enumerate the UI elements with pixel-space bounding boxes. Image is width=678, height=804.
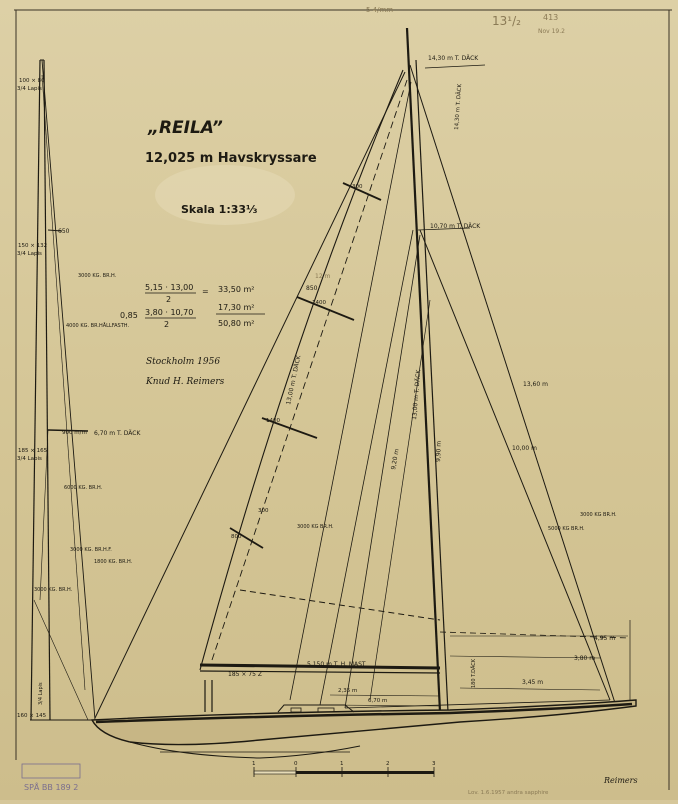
svg-text:0,85: 0,85 bbox=[120, 311, 138, 320]
mast-base-size: 160 × 145 bbox=[17, 713, 47, 719]
note-top-right-3: Nov 19.2 bbox=[538, 28, 565, 35]
svg-text:2: 2 bbox=[164, 320, 170, 329]
archive-stamp-text: SPÅ BB 189 2 bbox=[24, 783, 79, 792]
shroud-2 bbox=[320, 230, 413, 705]
mast-section-profile bbox=[30, 60, 96, 720]
svg-text:17,30 m²: 17,30 m² bbox=[218, 303, 255, 312]
svg-text:5,15 · 13,00: 5,15 · 13,00 bbox=[145, 283, 194, 292]
dim-380: 3,80 m bbox=[574, 655, 596, 662]
spreader2-label: 900 m/m bbox=[62, 430, 87, 436]
mast-mid-size: 185 × 165 bbox=[18, 448, 48, 454]
jib-foot-short: 9,20 m bbox=[390, 448, 401, 471]
svg-text:2: 2 bbox=[166, 295, 172, 304]
drawing-scale: Skala 1:33⅓ bbox=[181, 203, 258, 216]
shroud-1 bbox=[290, 82, 411, 700]
svg-text:1: 1 bbox=[340, 761, 344, 767]
battens bbox=[230, 183, 381, 548]
svg-text:3: 3 bbox=[432, 761, 436, 767]
jib-luff bbox=[420, 230, 610, 700]
title-background-oval bbox=[155, 165, 295, 225]
boom-length: 5,150 m T. H. MAST bbox=[307, 661, 366, 668]
note-bottom-right: Reimers bbox=[604, 776, 638, 785]
mast-top-size: 100 × 80 bbox=[19, 78, 45, 84]
load-4000: 4000 KG. BR.HÅLLFASTH. bbox=[66, 323, 130, 329]
batten-850: 850 bbox=[306, 285, 318, 292]
forestay-height: 14,30 m T. DÄCK bbox=[454, 83, 464, 131]
mast-upper-size: 150 × 132 bbox=[18, 243, 48, 249]
signature-place-date: Stockholm 1956 bbox=[146, 357, 221, 367]
batten-1400-a: 1400 bbox=[312, 300, 326, 306]
boom-size: 185 × 75 Z bbox=[228, 671, 262, 678]
stay-load-1: 3000 KG BR.H. bbox=[580, 512, 617, 518]
hounds-height: 10,70 m T. DÄCK bbox=[430, 223, 481, 230]
note-top-center: 5 4/mm bbox=[366, 6, 394, 14]
pencil-mark: 12 m bbox=[315, 273, 331, 280]
note-bottom: Lov. 1.6.1957 andra sapphire bbox=[468, 790, 549, 796]
load-1800: 1800 KG. BR.H. bbox=[94, 559, 133, 565]
mast-base-wall: 3/4 Lapis bbox=[38, 682, 44, 705]
stay-load-2: 5000 KG BR.H. bbox=[548, 526, 585, 532]
hull bbox=[92, 700, 636, 758]
batten-1400-b: 1400 bbox=[266, 418, 280, 424]
dim-235: 2,35 m bbox=[338, 688, 358, 694]
small-deck-value: 180 T.DÄCK bbox=[471, 658, 477, 688]
jib-leech-length: 9,90 m bbox=[435, 440, 443, 463]
load-3000-3: 3000 KG. BR.H. bbox=[34, 587, 73, 593]
spreader1-label: 650 bbox=[58, 228, 70, 235]
svg-text:33,50 m²: 33,50 m² bbox=[218, 285, 255, 294]
note-top-right-1: 13¹/₂ bbox=[492, 14, 521, 28]
svg-text:2: 2 bbox=[386, 761, 390, 767]
boat-name: „REILA” bbox=[148, 118, 223, 138]
svg-text:50,80 m²: 50,80 m² bbox=[218, 319, 255, 328]
batten-800: 800 bbox=[231, 534, 242, 540]
mast-top-height: 14,30 m T. DÄCK bbox=[428, 55, 479, 62]
scale-bar bbox=[252, 761, 436, 777]
load-3000-1: 3000 KG. BR.H. bbox=[78, 273, 117, 279]
sail-area-calc bbox=[120, 283, 265, 329]
mast-mid-wall: 3/4 Lapis bbox=[17, 456, 42, 462]
forestay bbox=[410, 65, 615, 703]
svg-text:1: 1 bbox=[252, 761, 256, 767]
load-3000-2: 3000 KG. BR.H.F. bbox=[70, 547, 112, 553]
mainsail-leech-length: 13,00 m T. DÄCK bbox=[285, 354, 303, 406]
dim-495: 4,95 m bbox=[594, 635, 616, 642]
jib-leech bbox=[345, 235, 423, 708]
dim-670: 6,70 m bbox=[368, 698, 388, 704]
mast-length: 13,00 m T. DÄCK bbox=[411, 369, 423, 421]
shroud-load: 3000 KG BR.H. bbox=[297, 524, 334, 530]
batten-300-low: 300 bbox=[258, 508, 269, 514]
note-top-right-2: 413 bbox=[543, 13, 559, 22]
forestay-length: 13,60 m bbox=[523, 381, 548, 388]
dim-345: 3,45 m bbox=[522, 679, 544, 686]
mast-top-wall: 3/4 Lapis bbox=[17, 86, 42, 92]
load-6000: 6000 KG. BR.H. bbox=[64, 485, 103, 491]
svg-text:0: 0 bbox=[294, 761, 298, 767]
spreader2-height: 6,70 m T. DÄCK bbox=[94, 430, 141, 437]
boat-class: 12,025 m Havskryssare bbox=[145, 151, 317, 166]
archive-stamp bbox=[22, 764, 80, 778]
svg-text:=: = bbox=[202, 287, 209, 296]
mast bbox=[407, 28, 440, 712]
jib-luff-length: 10,00 m bbox=[512, 445, 537, 452]
signature-name: Knud H. Reimers bbox=[146, 377, 225, 387]
svg-text:3,80 · 10,70: 3,80 · 10,70 bbox=[145, 308, 194, 317]
batten-300-top: 300 bbox=[352, 184, 363, 190]
mast-upper-wall: 3/4 Lapis bbox=[17, 251, 42, 257]
